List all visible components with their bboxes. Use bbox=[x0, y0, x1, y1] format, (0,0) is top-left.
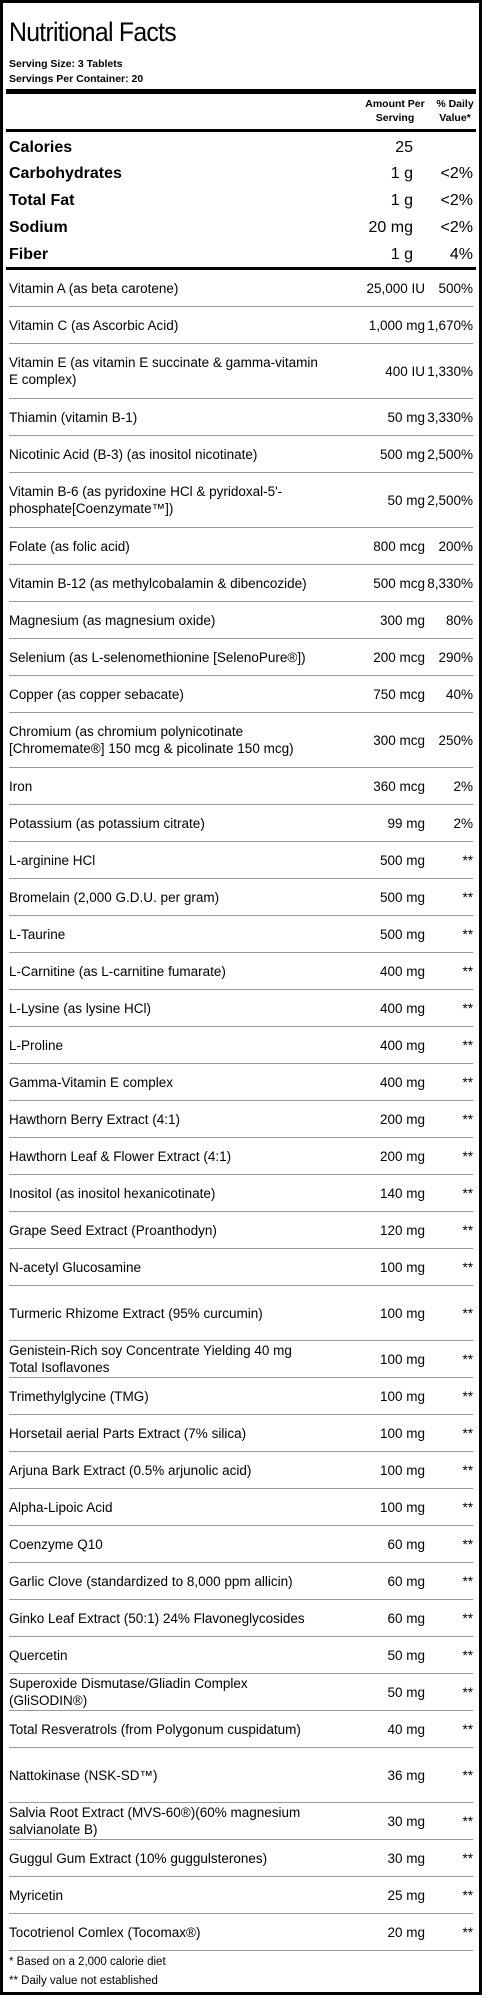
nutrient-amount: 20 mg bbox=[387, 1924, 425, 1940]
footnote-dv-not-established: ** Daily value not established bbox=[9, 1975, 158, 1987]
nutrient-row bbox=[9, 1914, 473, 1951]
nutrient-row bbox=[9, 1674, 473, 1711]
daily-value-header: % Daily Value* bbox=[436, 98, 474, 124]
nutrient-row bbox=[9, 473, 473, 528]
nutrient-row bbox=[9, 1711, 473, 1748]
nutrient-name: Ginko Leaf Extract (50:1) 24% Flavoneglycosides bbox=[9, 1610, 305, 1626]
nutrient-row bbox=[9, 436, 473, 473]
nutrient-daily-value: ** bbox=[462, 926, 473, 942]
nutrient-name: Folate (as folic acid) bbox=[9, 538, 130, 554]
nutrient-daily-value: ** bbox=[462, 1647, 473, 1663]
nutrient-name: Myricetin bbox=[9, 1887, 64, 1903]
nutrient-name: Nattokinase (NSK-SD™) bbox=[9, 1767, 158, 1783]
nutrient-row bbox=[9, 1526, 473, 1563]
nutrient-row bbox=[9, 1101, 473, 1138]
nutrient-row bbox=[9, 1748, 473, 1803]
nutrient-name: Selenium (as L-selenomethionine [SelenoPure®]) bbox=[9, 649, 306, 665]
macro-row bbox=[9, 241, 473, 268]
macro-name: Sodium bbox=[9, 218, 68, 236]
nutrient-row bbox=[9, 1452, 473, 1489]
nutrient-amount: 100 mg bbox=[379, 1351, 425, 1367]
nutrient-amount: 40 mg bbox=[387, 1721, 425, 1737]
nutrient-daily-value: ** bbox=[462, 1767, 473, 1783]
nutrient-name: L-arginine HCl bbox=[9, 852, 96, 868]
nutrient-name: N-acetyl Glucosamine bbox=[9, 1259, 142, 1275]
nutrient-name: Grape Seed Extract (Proanthodyn) bbox=[9, 1222, 217, 1238]
macro-amount: 1 g bbox=[390, 192, 413, 210]
nutrient-name: Inositol (as inositol hexanicotinate) bbox=[9, 1185, 216, 1201]
nutrient-name: Hawthorn Berry Extract (4:1) bbox=[9, 1111, 181, 1127]
macro-top-divider bbox=[6, 129, 476, 132]
nutrient-amount: 50 mg bbox=[387, 1684, 425, 1700]
nutrient-name: Nicotinic Acid (B-3) (as inositol nicotinate) bbox=[9, 446, 258, 462]
nutrient-amount: 36 mg bbox=[387, 1767, 425, 1783]
macro-daily-value: <2% bbox=[440, 192, 473, 210]
nutrient-amount: 400 mg bbox=[379, 1074, 425, 1090]
macro-name: Fiber bbox=[9, 245, 49, 263]
nutrient-name: Arjuna Bark Extract (0.5% arjunolic acid) bbox=[9, 1462, 252, 1478]
nutrient-amount: 50 mg bbox=[387, 1647, 425, 1663]
nutrient-daily-value: ** bbox=[462, 1185, 473, 1201]
header-divider bbox=[6, 89, 476, 94]
nutrient-row bbox=[9, 1415, 473, 1452]
nutrient-name: Potassium (as potassium citrate) bbox=[9, 815, 205, 831]
nutrient-daily-value: ** bbox=[462, 1887, 473, 1903]
nutrient-name: Vitamin E (as vitamin E succinate & gamma-vitamin E complex) bbox=[9, 355, 318, 387]
nutrient-amount: 100 mg bbox=[379, 1388, 425, 1404]
nutrient-daily-value: ** bbox=[462, 1000, 473, 1016]
nutrient-daily-value: ** bbox=[462, 852, 473, 868]
nutrient-name: Superoxide Dismutase/Gliadin Complex (GliSODIN®) bbox=[9, 1676, 248, 1708]
nutrient-row bbox=[9, 916, 473, 953]
nutrient-name: Vitamin B-12 (as methylcobalamin & dibencozide) bbox=[9, 575, 307, 591]
nutrient-name: Vitamin C (as Ascorbic Acid) bbox=[9, 317, 179, 333]
nutrient-amount: 99 mg bbox=[387, 815, 425, 831]
nutrient-amount: 120 mg bbox=[379, 1222, 425, 1238]
nutrient-row bbox=[9, 1563, 473, 1600]
nutrient-row bbox=[9, 1803, 473, 1840]
nutrient-amount: 30 mg bbox=[387, 1813, 425, 1829]
nutrient-name: Iron bbox=[9, 778, 33, 794]
nutrient-name: Tocotrienol Comlex (Tocomax®) bbox=[9, 1924, 201, 1940]
nutrient-daily-value: 250% bbox=[438, 732, 473, 748]
nutrient-amount: 50 mg bbox=[387, 409, 425, 425]
macro-daily-value: <2% bbox=[440, 165, 473, 183]
macro-amount: 1 g bbox=[390, 165, 413, 183]
macro-daily-value: <2% bbox=[440, 218, 473, 236]
nutrient-daily-value: 500% bbox=[438, 280, 473, 296]
macro-row bbox=[9, 161, 473, 188]
nutrient-amount: 30 mg bbox=[387, 1850, 425, 1866]
nutrient-amount: 100 mg bbox=[379, 1259, 425, 1275]
nutrient-daily-value: ** bbox=[462, 1850, 473, 1866]
nutrient-amount: 750 mcg bbox=[373, 686, 425, 702]
nutrient-daily-value: 290% bbox=[438, 649, 473, 665]
nutrient-daily-value: 1,670% bbox=[427, 317, 473, 333]
nutrient-row bbox=[9, 344, 473, 399]
nutrient-daily-value: 3,330% bbox=[427, 409, 473, 425]
nutrient-amount: 100 mg bbox=[379, 1425, 425, 1441]
nutrient-daily-value: ** bbox=[462, 963, 473, 979]
nutrient-amount: 25,000 IU bbox=[366, 280, 425, 296]
nutrient-amount: 200 mcg bbox=[373, 649, 425, 665]
nutrient-row bbox=[9, 805, 473, 842]
nutrient-name: Horsetail aerial Parts Extract (7% silica) bbox=[9, 1425, 247, 1441]
nutrient-row bbox=[9, 1249, 473, 1286]
nutrient-name: Total Resveratrols (from Polygonum cuspidatum) bbox=[9, 1721, 301, 1737]
macro-row bbox=[9, 188, 473, 215]
nutrient-row bbox=[9, 990, 473, 1027]
nutrient-row bbox=[9, 1600, 473, 1637]
nutrient-row bbox=[9, 307, 473, 344]
nutrient-name: Vitamin B-6 (as pyridoxine HCl & pyridoxal-5'-phosphate[Coenzymate™]) bbox=[9, 484, 283, 516]
nutrient-name: Quercetin bbox=[9, 1647, 68, 1663]
nutrient-name: Bromelain (2,000 G.D.U. per gram) bbox=[9, 889, 220, 905]
nutrient-amount: 300 mg bbox=[379, 612, 425, 628]
macro-amount: 20 mg bbox=[368, 218, 413, 236]
amount-per-serving-header: Amount Per Serving bbox=[365, 98, 425, 124]
nutrient-amount: 140 mg bbox=[379, 1185, 425, 1201]
nutrient-row bbox=[9, 1378, 473, 1415]
page-title: Nutritional Facts bbox=[9, 17, 176, 47]
nutrient-amount: 50 mg bbox=[387, 492, 425, 508]
nutrient-amount: 500 mg bbox=[379, 926, 425, 942]
nutrient-amount: 500 mg bbox=[379, 889, 425, 905]
macro-amount: 25 bbox=[395, 138, 413, 156]
macro-row bbox=[9, 214, 473, 241]
nutrient-daily-value: ** bbox=[462, 1721, 473, 1737]
nutrient-row bbox=[9, 1877, 473, 1914]
nutrient-daily-value: 2,500% bbox=[427, 446, 473, 462]
nutrient-row bbox=[9, 713, 473, 768]
nutrient-daily-value: ** bbox=[462, 1813, 473, 1829]
nutrient-amount: 100 mg bbox=[379, 1499, 425, 1515]
nutrient-amount: 400 mg bbox=[379, 1037, 425, 1053]
nutrient-daily-value: 2% bbox=[453, 778, 473, 794]
nutrient-daily-value: ** bbox=[462, 1074, 473, 1090]
nutrient-daily-value: ** bbox=[462, 1037, 473, 1053]
macro-row bbox=[9, 134, 473, 161]
serving-size: Serving Size: 3 Tablets bbox=[9, 58, 123, 70]
nutrient-amount: 500 mcg bbox=[373, 575, 425, 591]
nutrient-daily-value: ** bbox=[462, 1462, 473, 1478]
nutrient-amount: 500 mg bbox=[379, 852, 425, 868]
nutrient-name: Hawthorn Leaf & Flower Extract (4:1) bbox=[9, 1148, 232, 1164]
nutrient-name: L-Taurine bbox=[9, 926, 66, 942]
nutrient-row bbox=[9, 639, 473, 676]
nutrient-daily-value: ** bbox=[462, 1259, 473, 1275]
nutrient-amount: 400 IU bbox=[385, 363, 425, 379]
nutrient-name: Chromium (as chromium polynicotinate [Chromemate®] 150 mcg & picolinate 150 mcg) bbox=[9, 724, 294, 756]
macro-name: Total Fat bbox=[9, 192, 75, 210]
nutrient-amount: 500 mg bbox=[379, 446, 425, 462]
nutrient-amount: 60 mg bbox=[387, 1573, 425, 1589]
nutrient-row bbox=[9, 1489, 473, 1526]
nutrient-daily-value: ** bbox=[462, 1388, 473, 1404]
macro-name: Calories bbox=[9, 138, 73, 156]
nutrient-daily-value: ** bbox=[462, 1111, 473, 1127]
nutrient-daily-value: 40% bbox=[445, 686, 473, 702]
nutrient-name: Magnesium (as magnesium oxide) bbox=[9, 612, 216, 628]
nutrient-row bbox=[9, 270, 473, 307]
nutrient-daily-value: ** bbox=[462, 889, 473, 905]
nutrient-amount: 400 mg bbox=[379, 1000, 425, 1016]
nutrient-name: Thiamin (vitamin B-1) bbox=[9, 409, 138, 425]
nutrient-name: L-Lysine (as lysine HCl) bbox=[9, 1000, 152, 1016]
nutrient-row bbox=[9, 1175, 473, 1212]
nutrient-amount: 25 mg bbox=[387, 1887, 425, 1903]
nutrient-daily-value: ** bbox=[462, 1684, 473, 1700]
nutrient-amount: 800 mcg bbox=[373, 538, 425, 554]
nutrient-row bbox=[9, 1341, 473, 1378]
nutrient-daily-value: 80% bbox=[445, 612, 473, 628]
nutrient-name: L-Proline bbox=[9, 1037, 64, 1053]
nutrient-name: Trimethylglycine (TMG) bbox=[9, 1388, 149, 1404]
nutrient-name: Gamma-Vitamin E complex bbox=[9, 1074, 174, 1090]
nutrient-name: Genistein-Rich soy Concentrate Yielding 40 mg Total Isoflavones bbox=[9, 1343, 292, 1375]
macro-name: Carbohydrates bbox=[9, 165, 122, 183]
nutrient-name: Copper (as copper sebacate) bbox=[9, 686, 184, 702]
nutrient-name: Vitamin A (as beta carotene) bbox=[9, 280, 179, 296]
nutrient-row bbox=[9, 1212, 473, 1249]
nutrient-name: L-Carnitine (as L-carnitine fumarate) bbox=[9, 963, 226, 979]
nutrient-daily-value: 2% bbox=[453, 815, 473, 831]
nutrient-name: Guggul Gum Extract (10% guggulsterones) bbox=[9, 1850, 268, 1866]
nutrient-amount: 1,000 mg bbox=[368, 317, 425, 333]
nutrient-daily-value: ** bbox=[462, 1305, 473, 1321]
nutrient-row bbox=[9, 1064, 473, 1101]
nutrient-daily-value: ** bbox=[462, 1610, 473, 1626]
nutrient-amount: 300 mcg bbox=[373, 732, 425, 748]
servings-per-container: Servings Per Container: 20 bbox=[9, 73, 144, 85]
nutrient-row bbox=[9, 565, 473, 602]
nutrient-name: Turmeric Rhizome Extract (95% curcumin) bbox=[9, 1305, 263, 1321]
nutrient-name: Salvia Root Extract (MVS-60®)(60% magnesium salvianolate B) bbox=[9, 1805, 301, 1837]
nutrient-row bbox=[9, 879, 473, 916]
nutrient-row bbox=[9, 953, 473, 990]
nutrient-row bbox=[9, 602, 473, 639]
nutrient-row bbox=[9, 1840, 473, 1877]
nutrient-amount: 100 mg bbox=[379, 1462, 425, 1478]
nutrient-daily-value: ** bbox=[462, 1499, 473, 1515]
nutrient-row bbox=[9, 768, 473, 805]
nutrient-row bbox=[9, 1286, 473, 1341]
nutrient-amount: 200 mg bbox=[379, 1111, 425, 1127]
nutrient-name: Garlic Clove (standardized to 8,000 ppm allicin) bbox=[9, 1573, 293, 1589]
nutrient-daily-value: 8,330% bbox=[427, 575, 473, 591]
nutrient-row bbox=[9, 676, 473, 713]
nutrient-daily-value: ** bbox=[462, 1425, 473, 1441]
nutrient-amount: 100 mg bbox=[379, 1305, 425, 1321]
nutrient-row bbox=[9, 1637, 473, 1674]
nutrient-daily-value: ** bbox=[462, 1222, 473, 1238]
nutrient-row bbox=[9, 1027, 473, 1064]
nutrient-amount: 400 mg bbox=[379, 963, 425, 979]
nutrient-row bbox=[9, 528, 473, 565]
nutrient-row bbox=[9, 1138, 473, 1175]
nutrient-amount: 360 mcg bbox=[373, 778, 425, 794]
nutrient-name: Coenzyme Q10 bbox=[9, 1536, 103, 1552]
nutrient-amount: 200 mg bbox=[379, 1148, 425, 1164]
macro-amount: 1 g bbox=[390, 245, 413, 263]
macro-daily-value: 4% bbox=[449, 245, 473, 263]
footnote-calorie-diet: * Based on a 2,000 calorie diet bbox=[9, 1956, 166, 1968]
nutrient-daily-value: ** bbox=[462, 1536, 473, 1552]
nutrient-row bbox=[9, 842, 473, 879]
nutrient-row bbox=[9, 399, 473, 436]
nutrient-daily-value: ** bbox=[462, 1351, 473, 1367]
nutrient-daily-value: ** bbox=[462, 1924, 473, 1940]
nutrient-daily-value: 200% bbox=[438, 538, 473, 554]
nutrient-amount: 60 mg bbox=[387, 1536, 425, 1552]
nutrient-name: Alpha-Lipoic Acid bbox=[9, 1499, 113, 1515]
nutrient-amount: 60 mg bbox=[387, 1610, 425, 1626]
nutrient-daily-value: 2,500% bbox=[427, 492, 473, 508]
nutrient-daily-value: ** bbox=[462, 1573, 473, 1589]
nutrient-daily-value: ** bbox=[462, 1148, 473, 1164]
nutrient-daily-value: 1,330% bbox=[427, 363, 473, 379]
